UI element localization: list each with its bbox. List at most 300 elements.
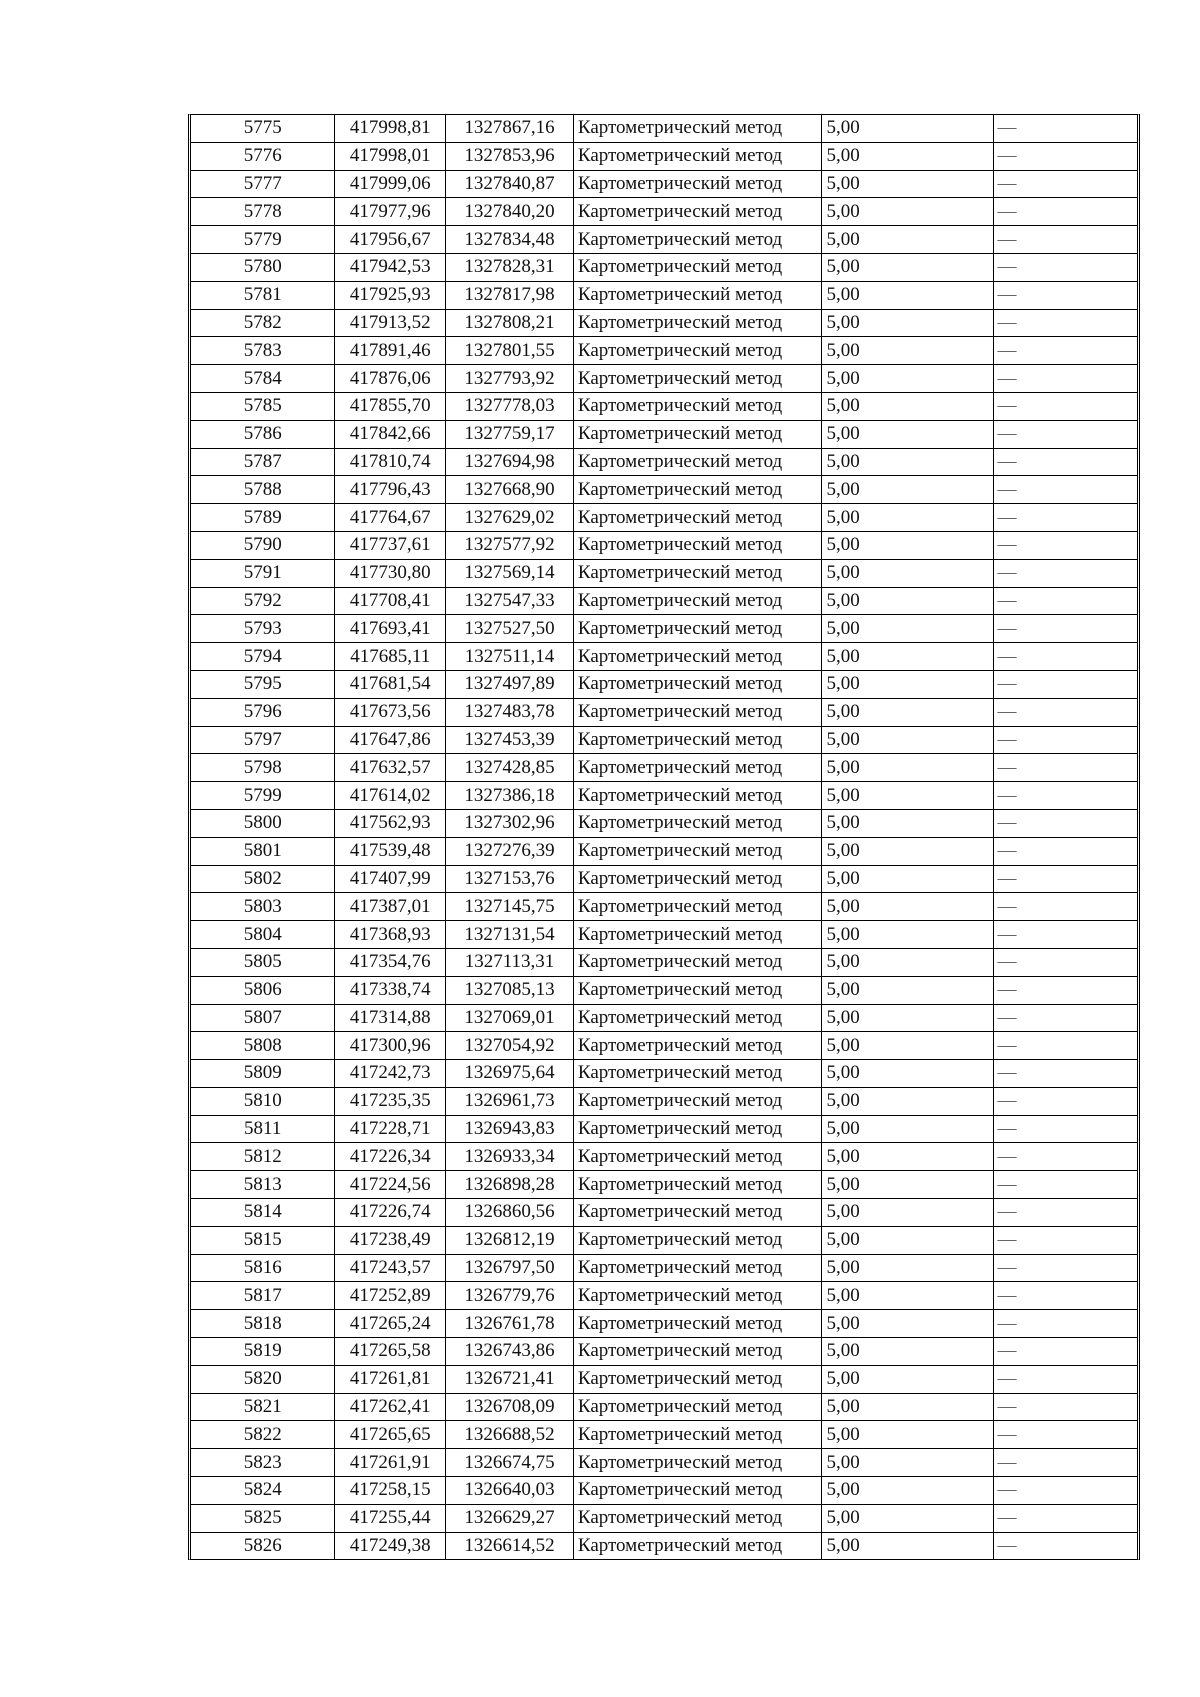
point-number-cell: 5803 [191, 893, 335, 921]
note-cell: — [997, 1535, 1017, 1557]
x-coordinate-cell: 417708,41 [335, 587, 446, 615]
note-cell: — [993, 198, 1137, 226]
table-row [191, 1282, 1137, 1310]
point-number-cell: 5813 [191, 1171, 335, 1199]
table-row [191, 253, 1137, 281]
y-coordinate-cell: 1327145,75 [446, 893, 574, 921]
method-cell: Картометрический метод [573, 253, 822, 281]
x-coordinate-cell: 417693,41 [335, 615, 446, 643]
y-coordinate-cell: 1326688,52 [446, 1421, 574, 1449]
y-coordinate-cell: 1326898,28 [446, 1171, 574, 1199]
x-coordinate-cell: 417681,54 [335, 670, 446, 698]
note-cell: — [993, 1365, 1137, 1393]
point-number-cell: 5812 [191, 1143, 335, 1171]
table-row [191, 504, 1137, 532]
method-cell: Картометрический метод [573, 1449, 822, 1477]
accuracy-cell: 5,00 [822, 754, 993, 782]
method-cell: Картометрический метод [573, 587, 822, 615]
x-coordinate-cell: 417235,35 [335, 1087, 446, 1115]
point-number-cell: 5781 [191, 281, 335, 309]
table-row [191, 754, 1137, 782]
y-coordinate-cell: 1327054,92 [446, 1032, 574, 1060]
note-cell: — [993, 559, 1137, 587]
accuracy-cell: 5,00 [822, 1171, 993, 1199]
accuracy-cell: 5,00 [822, 893, 993, 921]
point-number-cell: 5799 [191, 782, 335, 810]
x-coordinate-cell: 417224,56 [335, 1171, 446, 1199]
point-number-cell: 5775 [191, 115, 335, 142]
coordinates-table-frame [188, 114, 1140, 1560]
x-coordinate-cell: 417265,58 [335, 1338, 446, 1366]
accuracy-cell: 5,00 [822, 1060, 993, 1088]
x-coordinate-cell: 417998,81 [335, 115, 446, 142]
x-coordinate-cell: 417876,06 [335, 365, 446, 393]
method-cell: Картометрический метод [573, 1365, 822, 1393]
x-coordinate-cell: 417338,74 [335, 976, 446, 1004]
point-number-cell: 5805 [191, 948, 335, 976]
accuracy-cell: 5,00 [822, 1532, 993, 1559]
table-row [191, 1310, 1137, 1338]
table-row [191, 170, 1137, 198]
accuracy-cell: 5,00 [822, 1393, 993, 1421]
x-coordinate-cell: 417255,44 [335, 1504, 446, 1532]
y-coordinate-cell: 1326761,78 [446, 1310, 574, 1338]
method-cell: Картометрический метод [573, 1393, 822, 1421]
table-row [191, 281, 1137, 309]
method-cell: Картометрический метод [573, 1504, 822, 1532]
table-row [191, 921, 1137, 949]
x-coordinate-cell: 417243,57 [335, 1254, 446, 1282]
point-number-cell: 5779 [191, 226, 335, 254]
method-cell: Картометрический метод [573, 1115, 822, 1143]
method-cell: Картометрический метод [573, 726, 822, 754]
note-cell: — [993, 921, 1137, 949]
method-cell: Картометрический метод [573, 365, 822, 393]
y-coordinate-cell: 1327453,39 [446, 726, 574, 754]
point-number-cell: 5798 [191, 754, 335, 782]
point-number-cell: 5802 [191, 865, 335, 893]
y-coordinate-cell: 1327577,92 [446, 531, 574, 559]
accuracy-cell: 5,00 [822, 1421, 993, 1449]
x-coordinate-cell: 417891,46 [335, 337, 446, 365]
point-number-cell: 5776 [191, 142, 335, 170]
x-coordinate-cell: 417368,93 [335, 921, 446, 949]
table-row [191, 115, 1137, 142]
table-row [191, 309, 1137, 337]
accuracy-cell: 5,00 [822, 337, 993, 365]
x-coordinate-cell: 417855,70 [335, 392, 446, 420]
y-coordinate-cell: 1327497,89 [446, 670, 574, 698]
method-cell: Картометрический метод [573, 865, 822, 893]
y-coordinate-cell: 1326933,34 [446, 1143, 574, 1171]
note-cell: — [993, 1032, 1137, 1060]
point-number-cell: 5809 [191, 1060, 335, 1088]
point-number-cell: 5816 [191, 1254, 335, 1282]
note-cell: — [993, 253, 1137, 281]
note-cell: — [993, 476, 1137, 504]
method-cell: Картометрический метод [573, 1199, 822, 1227]
note-cell: — [993, 115, 1137, 142]
point-number-cell: 5804 [191, 921, 335, 949]
note-cell: — [993, 142, 1137, 170]
table-row [191, 476, 1137, 504]
accuracy-cell: 5,00 [822, 1087, 993, 1115]
y-coordinate-cell: 1327867,16 [446, 115, 574, 142]
point-number-cell: 5821 [191, 1393, 335, 1421]
note-cell: — [993, 698, 1137, 726]
table-row [191, 531, 1137, 559]
x-coordinate-cell: 417796,43 [335, 476, 446, 504]
point-number-cell: 5778 [191, 198, 335, 226]
note-cell: — [993, 504, 1137, 532]
method-cell: Картометрический метод [573, 1254, 822, 1282]
method-cell: Картометрический метод [573, 1226, 822, 1254]
table-row [191, 1032, 1137, 1060]
x-coordinate-cell: 417614,02 [335, 782, 446, 810]
point-number-cell: 5792 [191, 587, 335, 615]
accuracy-cell: 5,00 [822, 309, 993, 337]
x-coordinate-cell: 417925,93 [335, 281, 446, 309]
point-number-cell: 5785 [191, 392, 335, 420]
accuracy-cell: 5,00 [822, 782, 993, 810]
method-cell: Картометрический метод [573, 1143, 822, 1171]
table-row [191, 559, 1137, 587]
method-cell: Картометрический метод [573, 531, 822, 559]
y-coordinate-cell: 1327828,31 [446, 253, 574, 281]
x-coordinate-cell: 417265,24 [335, 1310, 446, 1338]
point-number-cell: 5790 [191, 531, 335, 559]
table-row [191, 1226, 1137, 1254]
accuracy-cell: 5,00 [822, 448, 993, 476]
x-coordinate-cell: 417632,57 [335, 754, 446, 782]
x-coordinate-cell: 417730,80 [335, 559, 446, 587]
x-coordinate-cell: 417942,53 [335, 253, 446, 281]
note-cell: — [993, 1393, 1137, 1421]
accuracy-cell: 5,00 [822, 1477, 993, 1505]
x-coordinate-cell: 417226,74 [335, 1199, 446, 1227]
method-cell: Картометрический метод [573, 1421, 822, 1449]
x-coordinate-cell: 417562,93 [335, 809, 446, 837]
note-cell: — [993, 365, 1137, 393]
table-row [191, 337, 1137, 365]
note-cell: — [993, 226, 1137, 254]
method-cell: Картометрический метод [573, 281, 822, 309]
table-row [191, 782, 1137, 810]
accuracy-cell: 5,00 [822, 476, 993, 504]
method-cell: Картометрический метод [573, 1338, 822, 1366]
x-coordinate-cell: 417842,66 [335, 420, 446, 448]
point-number-cell: 5826 [191, 1532, 335, 1559]
note-cell: — [993, 726, 1137, 754]
note-cell: — [993, 281, 1137, 309]
x-coordinate-cell: 417238,49 [335, 1226, 446, 1254]
method-cell: Картометрический метод [573, 1477, 822, 1505]
table-row [191, 198, 1137, 226]
method-cell: Картометрический метод [573, 948, 822, 976]
table-row [191, 142, 1137, 170]
accuracy-cell: 5,00 [822, 198, 993, 226]
method-cell: Картометрический метод [573, 921, 822, 949]
note-cell: — [993, 1060, 1137, 1088]
y-coordinate-cell: 1327834,48 [446, 226, 574, 254]
point-number-cell: 5825 [191, 1504, 335, 1532]
method-cell: Картометрический метод [573, 1171, 822, 1199]
note-cell: — [993, 420, 1137, 448]
point-number-cell: 5780 [191, 253, 335, 281]
method-cell: Картометрический метод [573, 1004, 822, 1032]
table-row [191, 837, 1137, 865]
accuracy-cell: 5,00 [822, 670, 993, 698]
table-row [191, 1143, 1137, 1171]
accuracy-cell: 5,00 [822, 1282, 993, 1310]
x-coordinate-cell: 417407,99 [335, 865, 446, 893]
method-cell: Картометрический метод [573, 754, 822, 782]
x-coordinate-cell: 417354,76 [335, 948, 446, 976]
table-row [191, 976, 1137, 1004]
method-cell: Картометрический метод [573, 1310, 822, 1338]
y-coordinate-cell: 1326721,41 [446, 1365, 574, 1393]
table-row [191, 1449, 1137, 1477]
note-cell: — [993, 337, 1137, 365]
method-cell: Картометрический метод [573, 142, 822, 170]
point-number-cell: 5789 [191, 504, 335, 532]
x-coordinate-cell: 417300,96 [335, 1032, 446, 1060]
y-coordinate-cell: 1327629,02 [446, 504, 574, 532]
y-coordinate-cell: 1327085,13 [446, 976, 574, 1004]
table-row [191, 1504, 1137, 1532]
note-cell: — [993, 809, 1137, 837]
accuracy-cell: 5,00 [822, 1115, 993, 1143]
method-cell: Картометрический метод [573, 448, 822, 476]
note-cell: — [993, 782, 1137, 810]
coordinates-table-body [191, 115, 1137, 1559]
note-cell: — [993, 948, 1137, 976]
accuracy-cell: 5,00 [822, 921, 993, 949]
point-number-cell: 5814 [191, 1199, 335, 1227]
y-coordinate-cell: 1327113,31 [446, 948, 574, 976]
y-coordinate-cell: 1326743,86 [446, 1338, 574, 1366]
point-number-cell: 5806 [191, 976, 335, 1004]
x-coordinate-cell: 417249,38 [335, 1532, 446, 1559]
note-cell: — [993, 1004, 1137, 1032]
point-number-cell: 5797 [191, 726, 335, 754]
method-cell: Картометрический метод [573, 893, 822, 921]
method-cell: Картометрический метод [573, 420, 822, 448]
accuracy-cell: 5,00 [822, 698, 993, 726]
point-number-cell: 5791 [191, 559, 335, 587]
accuracy-cell: 5,00 [822, 809, 993, 837]
method-cell: Картометрический метод [573, 1532, 822, 1559]
note-cell: — [993, 531, 1137, 559]
y-coordinate-cell: 1326943,83 [446, 1115, 574, 1143]
y-coordinate-cell: 1326860,56 [446, 1199, 574, 1227]
y-coordinate-cell: 1327547,33 [446, 587, 574, 615]
note-cell: — [993, 1171, 1137, 1199]
note-cell: — [993, 1282, 1137, 1310]
point-number-cell: 5807 [191, 1004, 335, 1032]
method-cell: Картометрический метод [573, 309, 822, 337]
note-cell: — [993, 615, 1137, 643]
y-coordinate-cell: 1327153,76 [446, 865, 574, 893]
method-cell: Картометрический метод [573, 1060, 822, 1088]
x-coordinate-cell: 417314,88 [335, 1004, 446, 1032]
y-coordinate-cell: 1327527,50 [446, 615, 574, 643]
note-cell: — [993, 1449, 1137, 1477]
table-row [191, 1004, 1137, 1032]
table-row [191, 1171, 1137, 1199]
accuracy-cell: 5,00 [822, 226, 993, 254]
table-row [191, 392, 1137, 420]
accuracy-cell: 5,00 [822, 504, 993, 532]
y-coordinate-cell: 1327808,21 [446, 309, 574, 337]
accuracy-cell: 5,00 [822, 615, 993, 643]
accuracy-cell: 5,00 [822, 1365, 993, 1393]
y-coordinate-cell: 1327778,03 [446, 392, 574, 420]
x-coordinate-cell: 417262,41 [335, 1393, 446, 1421]
table-row [191, 1087, 1137, 1115]
accuracy-cell: 5,00 [822, 1004, 993, 1032]
note-cell: — [993, 1226, 1137, 1254]
y-coordinate-cell: 1326975,64 [446, 1060, 574, 1088]
accuracy-cell: 5,00 [822, 142, 993, 170]
y-coordinate-cell: 1326812,19 [446, 1226, 574, 1254]
method-cell: Картометрический метод [573, 170, 822, 198]
note-cell: — [993, 309, 1137, 337]
y-coordinate-cell: 1327759,17 [446, 420, 574, 448]
y-coordinate-cell: 1327853,96 [446, 142, 574, 170]
y-coordinate-cell: 1327840,20 [446, 198, 574, 226]
point-number-cell: 5788 [191, 476, 335, 504]
method-cell: Картометрический метод [573, 670, 822, 698]
accuracy-cell: 5,00 [822, 1338, 993, 1366]
method-cell: Картометрический метод [573, 115, 822, 142]
accuracy-cell: 5,00 [822, 1310, 993, 1338]
y-coordinate-cell: 1327569,14 [446, 559, 574, 587]
point-number-cell: 5800 [191, 809, 335, 837]
x-coordinate-cell: 417242,73 [335, 1060, 446, 1088]
accuracy-cell: 5,00 [822, 726, 993, 754]
note-cell: — [993, 170, 1137, 198]
point-number-cell: 5822 [191, 1421, 335, 1449]
table-row [191, 1421, 1137, 1449]
x-coordinate-cell: 417999,06 [335, 170, 446, 198]
y-coordinate-cell: 1326614,52 [446, 1532, 574, 1559]
x-coordinate-cell: 417913,52 [335, 309, 446, 337]
y-coordinate-cell: 1326779,76 [446, 1282, 574, 1310]
x-coordinate-cell: 417261,91 [335, 1449, 446, 1477]
table-row [191, 1115, 1137, 1143]
x-coordinate-cell: 417737,61 [335, 531, 446, 559]
y-coordinate-cell: 1327668,90 [446, 476, 574, 504]
note-cell: — [993, 893, 1137, 921]
table-row [191, 1393, 1137, 1421]
note-cell: — [993, 1477, 1137, 1505]
accuracy-cell: 5,00 [822, 976, 993, 1004]
x-coordinate-cell: 417258,15 [335, 1477, 446, 1505]
x-coordinate-cell: 417387,01 [335, 893, 446, 921]
y-coordinate-cell: 1327801,55 [446, 337, 574, 365]
method-cell: Картометрический метод [573, 1282, 822, 1310]
note-cell: — [993, 1087, 1137, 1115]
accuracy-cell: 5,00 [822, 1504, 993, 1532]
accuracy-cell: 5,00 [822, 837, 993, 865]
method-cell: Картометрический метод [573, 615, 822, 643]
point-number-cell: 5818 [191, 1310, 335, 1338]
point-number-cell: 5811 [191, 1115, 335, 1143]
point-number-cell: 5815 [191, 1226, 335, 1254]
note-cell: — [993, 448, 1137, 476]
accuracy-cell: 5,00 [822, 1032, 993, 1060]
y-coordinate-cell: 1327428,85 [446, 754, 574, 782]
table-row [191, 1199, 1137, 1227]
accuracy-cell: 5,00 [822, 531, 993, 559]
x-coordinate-cell: 417539,48 [335, 837, 446, 865]
note-cell: — [993, 1199, 1137, 1227]
method-cell: Картометрический метод [573, 698, 822, 726]
point-number-cell: 5808 [191, 1032, 335, 1060]
accuracy-cell: 5,00 [822, 559, 993, 587]
y-coordinate-cell: 1326629,27 [446, 1504, 574, 1532]
point-number-cell: 5796 [191, 698, 335, 726]
method-cell: Картометрический метод [573, 337, 822, 365]
table-row [191, 1477, 1137, 1505]
accuracy-cell: 5,00 [822, 115, 993, 142]
accuracy-cell: 5,00 [822, 281, 993, 309]
x-coordinate-cell: 417647,86 [335, 726, 446, 754]
method-cell: Картометрический метод [573, 782, 822, 810]
method-cell: Картометрический метод [573, 643, 822, 671]
method-cell: Картометрический метод [573, 809, 822, 837]
accuracy-cell: 5,00 [822, 1254, 993, 1282]
point-number-cell: 5793 [191, 615, 335, 643]
note-cell: — [993, 587, 1137, 615]
note-cell: — [993, 1115, 1137, 1143]
table-row [191, 865, 1137, 893]
method-cell: Картометрический метод [573, 392, 822, 420]
note-cell: — [993, 865, 1137, 893]
table-row [191, 615, 1137, 643]
method-cell: Картометрический метод [573, 476, 822, 504]
y-coordinate-cell: 1327302,96 [446, 809, 574, 837]
y-coordinate-cell: 1326674,75 [446, 1449, 574, 1477]
x-coordinate-cell: 417998,01 [335, 142, 446, 170]
point-number-cell: 5820 [191, 1365, 335, 1393]
table-row [191, 365, 1137, 393]
y-coordinate-cell: 1327276,39 [446, 837, 574, 865]
y-coordinate-cell: 1326640,03 [446, 1477, 574, 1505]
point-number-cell: 5794 [191, 643, 335, 671]
point-number-cell: 5810 [191, 1087, 335, 1115]
method-cell: Картометрический метод [573, 198, 822, 226]
y-coordinate-cell: 1327069,01 [446, 1004, 574, 1032]
x-coordinate-cell: 417764,67 [335, 504, 446, 532]
table-row [191, 670, 1137, 698]
table-row [191, 948, 1137, 976]
accuracy-cell: 5,00 [822, 643, 993, 671]
y-coordinate-cell: 1326708,09 [446, 1393, 574, 1421]
method-cell: Картометрический метод [573, 226, 822, 254]
point-number-cell: 5824 [191, 1477, 335, 1505]
table-row [191, 893, 1137, 921]
table-row [191, 1532, 1137, 1559]
table-row [191, 809, 1137, 837]
y-coordinate-cell: 1326961,73 [446, 1087, 574, 1115]
x-coordinate-cell: 417956,67 [335, 226, 446, 254]
accuracy-cell: 5,00 [822, 1449, 993, 1477]
accuracy-cell: 5,00 [822, 865, 993, 893]
point-number-cell: 5787 [191, 448, 335, 476]
note-cell: — [993, 1310, 1137, 1338]
